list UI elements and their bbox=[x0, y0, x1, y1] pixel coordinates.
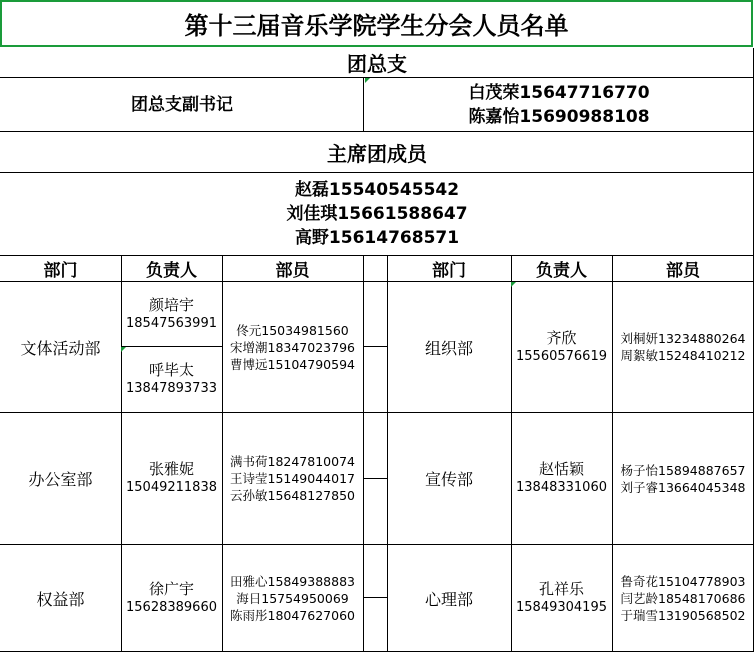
grid-line bbox=[511, 256, 512, 652]
comment-marker-icon bbox=[511, 282, 516, 287]
grid-line bbox=[0, 544, 754, 545]
member-entry: 田雅心15849388883 bbox=[230, 574, 355, 589]
leader bbox=[121, 545, 222, 652]
leader-phone: 15560576619 bbox=[516, 348, 607, 364]
leader bbox=[511, 413, 612, 544]
grid-line bbox=[121, 256, 122, 652]
grid-line bbox=[387, 256, 388, 652]
leader-name: 赵恬颖 bbox=[538, 460, 584, 478]
comment-marker-icon bbox=[365, 78, 370, 83]
presidium-members bbox=[0, 173, 754, 255]
presidium-member: 赵磊15540545542 bbox=[294, 180, 460, 200]
grid-line bbox=[222, 256, 223, 652]
leader bbox=[121, 282, 222, 346]
member-entry: 海日15754950069 bbox=[236, 591, 349, 606]
presidium-heading: 主席团成员 bbox=[327, 141, 427, 166]
dept-name: 文体活动部 bbox=[20, 338, 101, 358]
member-entry: 刘桐妍13234880264 bbox=[620, 331, 746, 346]
leader-phone: 15628389660 bbox=[126, 600, 217, 615]
member-list bbox=[222, 282, 363, 412]
member-entry: 宋增潮18347023796 bbox=[230, 339, 355, 355]
deputy-secretary-label: 团总支副书记 bbox=[131, 94, 233, 115]
member-entry: 鲁奇花15104778903 bbox=[620, 574, 746, 589]
grid-line bbox=[363, 78, 364, 131]
member-list bbox=[612, 282, 754, 412]
leader-phone: 15049211838 bbox=[126, 480, 217, 495]
member-list bbox=[222, 413, 363, 544]
dept-name: 心理部 bbox=[424, 590, 473, 609]
leader-phone: 15849304195 bbox=[516, 600, 607, 615]
grid-line bbox=[363, 256, 364, 652]
page-title: 第十三届音乐学院学生分会人员名单 bbox=[0, 0, 753, 47]
presidium-member: 刘佳琪15661588647 bbox=[286, 204, 468, 224]
league-branch-heading: 团总支 bbox=[347, 52, 407, 76]
member-entry: 杨子怡15894887657 bbox=[620, 462, 746, 478]
leader-phone: 13848331060 bbox=[516, 480, 607, 495]
leader bbox=[121, 413, 222, 544]
grid-line bbox=[0, 172, 754, 173]
grid-line bbox=[0, 412, 754, 413]
member-entry: 闫艺龄18548170686 bbox=[620, 591, 746, 606]
member-list bbox=[612, 413, 754, 544]
header-leader-right: 负责人 bbox=[536, 261, 587, 281]
comment-marker-icon bbox=[121, 347, 126, 352]
leader bbox=[121, 347, 222, 412]
deputy-secretary-list bbox=[364, 78, 754, 131]
grid-line bbox=[363, 597, 387, 598]
leader-name: 徐广宇 bbox=[148, 580, 194, 598]
leader-name: 颜培宇 bbox=[148, 295, 194, 314]
member-entry: 周絮敏15248410212 bbox=[620, 348, 746, 363]
grid-line bbox=[0, 281, 754, 282]
header-leader-left: 负责人 bbox=[146, 261, 197, 281]
member-list bbox=[222, 545, 363, 652]
header-dept-right: 部门 bbox=[432, 261, 466, 281]
leader-phone: 13847893733 bbox=[126, 381, 217, 396]
grid-line bbox=[0, 131, 754, 132]
dept-name: 权益部 bbox=[36, 590, 85, 609]
grid-line bbox=[121, 346, 222, 347]
leader-phone: 18547563991 bbox=[126, 315, 217, 331]
leader bbox=[511, 282, 612, 412]
presidium-member: 高野15614768571 bbox=[294, 228, 460, 248]
header-dept-left: 部门 bbox=[43, 261, 78, 281]
member-entry: 陈雨彤18047627060 bbox=[230, 608, 355, 623]
leader-name: 孔祥乐 bbox=[538, 580, 584, 598]
header-members-left: 部员 bbox=[275, 261, 310, 281]
leader-name: 呼毕太 bbox=[148, 361, 194, 379]
member-entry: 云孙敏15648127850 bbox=[230, 488, 355, 503]
header-members-right: 部员 bbox=[666, 261, 700, 281]
member-entry: 满书荷18247810074 bbox=[230, 454, 355, 469]
member-entry: 曹博远15104790594 bbox=[230, 356, 355, 372]
dept-name: 宣传部 bbox=[424, 470, 473, 489]
deputy-entry: 陈嘉怡15690988108 bbox=[468, 106, 650, 127]
member-entry: 于瑞雪13190568502 bbox=[620, 608, 746, 623]
dept-name: 办公室部 bbox=[28, 470, 93, 489]
leader bbox=[511, 545, 612, 652]
dept-name: 组织部 bbox=[424, 338, 473, 358]
leader-name: 齐欣 bbox=[546, 328, 577, 347]
member-list bbox=[612, 545, 754, 652]
grid-line bbox=[363, 346, 387, 347]
grid-line bbox=[0, 255, 754, 256]
grid-line bbox=[0, 77, 754, 78]
deputy-entry: 白茂荣15647716770 bbox=[468, 82, 650, 103]
leader-name: 张雅妮 bbox=[148, 460, 194, 478]
member-entry: 王诗莹15149044017 bbox=[230, 471, 355, 486]
member-entry: 佟元15034981560 bbox=[236, 322, 349, 338]
grid-line bbox=[612, 256, 613, 652]
grid-line bbox=[363, 478, 387, 479]
member-entry: 刘子睿13664045348 bbox=[620, 479, 746, 495]
